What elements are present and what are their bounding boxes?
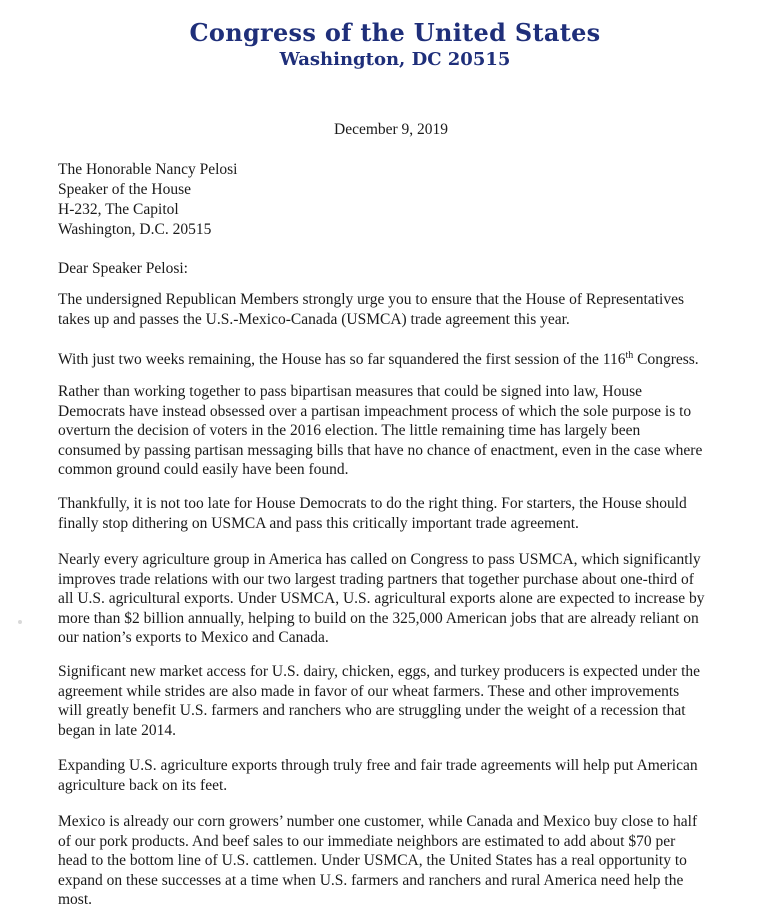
salutation: Dear Speaker Pelosi: bbox=[58, 260, 188, 277]
paragraph-line: Significant new market access for U.S. dairy, chicken, eggs, and turkey producers is expected under the bbox=[58, 663, 701, 680]
paragraph-line: common ground could easily have been found. bbox=[58, 461, 349, 479]
paragraph-7 bbox=[58, 756, 748, 795]
paragraph-line: most. bbox=[58, 891, 93, 909]
paragraph-line: agreement while strides are also made in favor of our wheat farmers. These and other improvements bbox=[58, 682, 680, 700]
letterhead-title: Congress of the United States bbox=[189, 18, 601, 47]
paragraph-line: finally stop dithering on USMCA and pass this critically important trade agreement. bbox=[58, 514, 579, 532]
paragraph-line: expand on these successes at a time when U.S. farmers and ranchers and rural America need help the bbox=[58, 871, 684, 889]
paragraph-3 bbox=[58, 382, 748, 480]
paragraph-8 bbox=[58, 812, 748, 910]
paragraph-line: head to the bottom line of U.S. cattlemen. Under USMCA, the United States has a real opportunity to bbox=[58, 852, 687, 870]
paragraph-line: Expanding U.S. agriculture exports through truly free and fair trade agreements will help put American bbox=[58, 757, 698, 774]
paragraph-line: consumed by passing partisan messaging bills that have no chance of enactment, even in the case where bbox=[58, 441, 703, 459]
paragraph-line: improves trade relations with our two largest trading partners that together purchase about one-third of bbox=[58, 570, 694, 588]
recipient-line: Washington, D.C. 20515 bbox=[58, 221, 212, 238]
paragraph-2 bbox=[58, 346, 748, 370]
paragraph-line: The undersigned Republican Members strongly urge you to ensure that the House of Representatives bbox=[58, 291, 685, 308]
letter-date: December 9, 2019 bbox=[334, 121, 449, 138]
paragraph-line: Nearly every agriculture group in America has called on Congress to pass USMCA, which significantly bbox=[58, 551, 701, 568]
recipient-line: H-232, The Capitol bbox=[58, 201, 179, 218]
paragraph-line: will greatly benefit U.S. farmers and ranchers who are struggling under the weight of a recession that bbox=[58, 702, 686, 720]
scan-smudge bbox=[18, 620, 22, 624]
paragraph-line: Democrats have instead obsessed over a partisan impeachment process of which the sole purpose is to bbox=[58, 402, 692, 420]
paragraph-6 bbox=[58, 662, 748, 740]
recipient-line: The Honorable Nancy Pelosi bbox=[58, 161, 238, 178]
letterhead-address: Washington, DC 20515 bbox=[279, 49, 511, 70]
paragraph-line: Mexico is already our corn growers’ number one customer, while Canada and Mexico buy close to half bbox=[58, 813, 698, 830]
paragraph-line: Thankfully, it is not too late for House Democrats to do the right thing. For starters, the House should bbox=[58, 495, 687, 512]
paragraph-1 bbox=[58, 290, 748, 329]
paragraph-line: our nation’s exports to Mexico and Canada. bbox=[58, 629, 329, 647]
paragraph-4 bbox=[58, 494, 748, 533]
paragraph-line: more than $2 billion annually, helping to build on the 325,000 American jobs that are already reliant on bbox=[58, 609, 699, 627]
paragraph-5 bbox=[58, 550, 748, 648]
paragraph-line bbox=[58, 346, 748, 370]
paragraph-line: of our pork products. And beef sales to our immediate neighbors are estimated to add about $70 per bbox=[58, 832, 676, 850]
paragraph-line: Rather than working together to pass bipartisan measures that could be signed into law, House bbox=[58, 383, 642, 400]
paragraph-text: Congress. bbox=[633, 351, 699, 369]
recipient-line: Speaker of the House bbox=[58, 181, 191, 198]
ordinal-suffix: th bbox=[625, 350, 634, 361]
paragraph-line: began in late 2014. bbox=[58, 721, 176, 739]
paragraph-line: takes up and passes the U.S.-Mexico-Canada (USMCA) trade agreement this year. bbox=[58, 310, 570, 328]
paragraph-line: agriculture back on its feet. bbox=[58, 776, 228, 794]
paragraph-text: With just two weeks remaining, the House has so far squandered the first session of the 116 bbox=[58, 351, 626, 369]
letterhead bbox=[0, 18, 778, 72]
paragraph-line: overturn the decision of voters in the 2016 election. The little remaining time has largely been bbox=[58, 422, 641, 440]
paragraph-line: all U.S. agricultural exports. Under USMCA, U.S. agricultural exports alone are expected to increase by bbox=[58, 590, 705, 608]
recipient-address bbox=[58, 160, 238, 240]
